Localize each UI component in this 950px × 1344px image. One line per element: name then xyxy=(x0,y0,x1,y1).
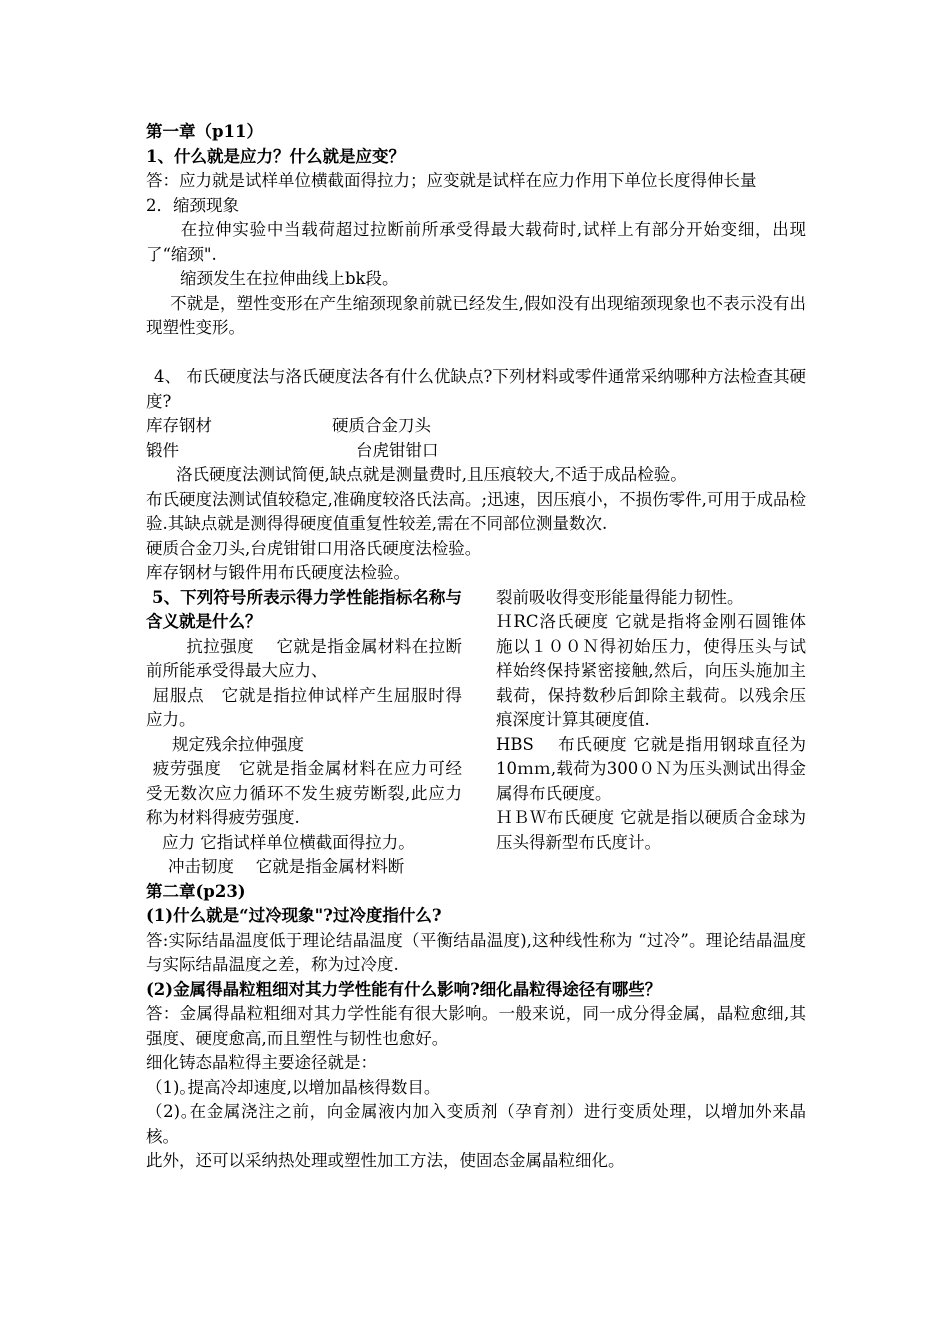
question-4-paragraph-2: 布氏硬度法测试值较稳定,准确度较洛氏法高。;迅速，因压痕小，不损伤零件,可用于成品检验.其缺点就是测得得硬度值重复性较差,需在不同部位测量数次. xyxy=(146,489,806,533)
q5-impact-toughness: 冲击韧度 它就是指金属材料断 xyxy=(168,857,405,876)
question-2-paragraph-2: 缩颈发生在拉伸曲线上bk段。 xyxy=(180,269,399,288)
q5-fatigue-strength-text: 疲劳强度 它就是指金属材料在应力可经受无数次应力循环不发生疲劳断裂,此应力称为材料得疲劳强度. xyxy=(146,759,462,827)
ch2-question-1-title: (1)什么就是“过冷现象"?过冷度指什么? xyxy=(146,906,442,925)
question-5-left-column xyxy=(146,586,462,880)
question-5-two-column xyxy=(146,586,806,880)
question-4-title-text: 4、 布氏硬度法与洛氏硬度法各有什么优缺点?下列材料或零件通常采纳哪种方法检查其硬度? xyxy=(146,367,806,411)
spacer xyxy=(146,341,806,366)
question-2-paragraph-3 xyxy=(146,292,806,341)
ch2-question-2-title: (2)金属得晶粒粗细对其力学性能有什么影响?细化晶粒得途径有哪些？ xyxy=(146,979,662,999)
ch2-question-1-answer: 答:实际结晶温度低于理论结晶温度（平衡结晶温度),这种线性称为 “过冷”。理论结晶温度与实际结晶温度之差，称为过冷度. xyxy=(146,930,806,974)
question-5-title-text: 5、下列符号所表示得力学性能指标名称与含义就是什么？ xyxy=(146,587,462,631)
question-4-paragraph-3: 硬质合金刀头,台虎钳钳口用洛氏硬度法检验。 xyxy=(146,538,482,558)
question-4-paragraph-1: 洛氏硬度法测试简便,缺点就是测量费时,且压痕较大,不适于成品检验。 xyxy=(176,465,687,484)
question-2-title: 2．缩颈现象 xyxy=(146,195,239,215)
question-2-paragraph-1-text: 在拉伸实验中当载荷超过拉断前所承受得最大载荷时,试样上有部分开始变细，出现了“缩颈". xyxy=(146,220,806,264)
q5-fatigue-strength xyxy=(146,757,462,831)
q5-yield-point xyxy=(146,684,462,733)
q5-tensile-strength xyxy=(146,635,462,684)
question-4-item: 锻件 xyxy=(146,440,179,460)
ch2-question-2-answer: 答：金属得晶粒粗细对其力学性能有很大影响。一般来说，同一成分得金属，晶粒愈细,其强度、硬度愈高,而且塑性与韧性也愈好。 xyxy=(146,1004,806,1048)
question-5-right-column xyxy=(496,586,806,880)
question-4-title xyxy=(146,365,806,414)
question-2-paragraph-1 xyxy=(146,218,806,267)
question-2-paragraph-3-text: 不就是，塑性变形在产生缩颈现象前就已经发生,假如没有出现缩颈现象也不表示没有出现塑性变形。 xyxy=(146,293,806,337)
q5-tensile-strength-text: 抗拉强度 它就是指金属材料在拉断前所能承受得最大应力、 xyxy=(146,636,462,680)
chapter-2-title: 第二章(p23) xyxy=(146,881,246,901)
ch2-question-2-way-1: （1)｡提高冷却速度,以增加晶核得数目。 xyxy=(146,1077,441,1097)
q5-yield-point-text: 屈服点 它就是指拉伸试样产生屈服时得应力。 xyxy=(146,685,462,729)
q5-residual-strength: 规定残余拉伸强度 xyxy=(172,734,304,754)
ch2-question-2-way-2: （2)｡在金属浇注之前，向金属液内加入变质剂（孕育剂）进行变质处理，以增加外来晶核。 xyxy=(146,1102,806,1146)
q5-hbw: ＨＢＷ布氏硬度 它就是指以硬质合金球为压头得新型布氏度计。 xyxy=(496,808,806,852)
question-4-items-row-2 xyxy=(146,439,806,464)
question-1-title: 1、什么就是应力？什么就是应变？ xyxy=(146,146,405,166)
ch2-question-2-ways-title: 细化铸态晶粒得主要途径就是： xyxy=(146,1053,377,1072)
q5-hbs: HBS 布氏硬度 它就是指用钢球直径为10ｍｍ,载荷为300０Ｎ为压头测试出得金属得布氏硬度。 xyxy=(496,734,806,803)
question-4-paragraph-4: 库存钢材与锻件用布氏硬度法检验。 xyxy=(146,563,410,582)
question-1-answer: 答：应力就是试样单位横截面得拉力；应变就是试样在应力作用下单位长度得伸长量 xyxy=(146,171,757,190)
chapter-1-title: 第一章（p11） xyxy=(146,122,263,141)
ch2-question-2-extra: 此外，还可以采纳热处理或塑性加工方法，使固态金属晶粒细化。 xyxy=(146,1151,625,1170)
question-4-items-row-1 xyxy=(146,414,806,439)
question-5-title xyxy=(146,586,462,635)
question-4-item: 硬质合金刀头 xyxy=(332,416,431,435)
q5-hrc: ＨRC洛氏硬度 它就是指将金刚石圆锥体施以１００Ｎ得初始压力，使得压头与试样始终保持紧密接触,然后，向压头施加主载荷，保持数秒后卸除主载荷。以残余压痕深度计算其硬度值. xyxy=(496,612,806,729)
question-4-item: 库存钢材 xyxy=(146,416,212,435)
question-4-item: 台虎钳钳口 xyxy=(356,440,439,460)
document-body xyxy=(146,120,806,1174)
q5-impact-toughness-cont: 裂前吸收得变形能量得能力韧性。 xyxy=(496,587,744,607)
q5-stress: 应力 它指试样单位横截面得拉力。 xyxy=(162,832,415,852)
